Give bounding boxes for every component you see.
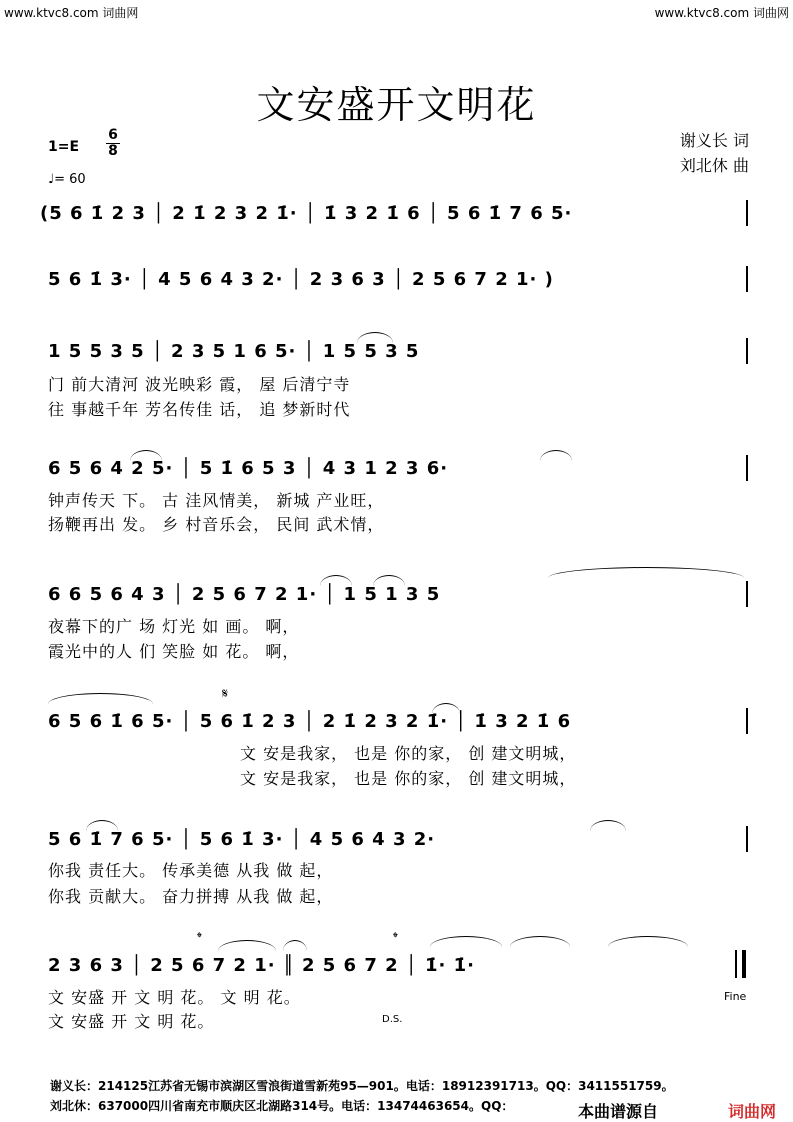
- slur: [540, 450, 572, 461]
- barline: [746, 826, 748, 852]
- lyrics-row-5-verse-2: 霞光中的人 们 笑脸 如 花。 啊，: [48, 642, 300, 661]
- key-signature: 1=E: [48, 139, 80, 155]
- notation-row-2: 5 6 1̇ 3· │ 4 5 6 4 3 2· │ 2 3 6 3 │ 2 5 6 7 2 1· ): [48, 269, 554, 290]
- song-title: 文安盛开文明花: [256, 83, 537, 127]
- slur: [320, 575, 352, 586]
- barline: [746, 708, 748, 734]
- watermark-left: www.ktvc8.com 词曲网: [4, 6, 139, 20]
- notation-row-8: 2 3 6 3 │ 2 5 6 7 2 1· ║ 2 5 6 7 2 │ 1̇· 1̇·: [48, 955, 476, 976]
- lyricist-credit: 谢义长 词: [679, 131, 749, 150]
- notation-row-3: 1 5 5 3 5 │ 2 3 5 1 6 5· │ 1 5 5 3 5: [48, 341, 420, 362]
- barline: [746, 200, 748, 226]
- lyrics-row-7-verse-1: 你我 责任大。 传承美德 从我 做 起，: [48, 861, 334, 880]
- notation-row-4: 6 5 6 4 2 5· │ 5 1̇ 6 5 3 │ 4 3 1 2 3 6·: [48, 458, 449, 479]
- slur: [48, 693, 153, 704]
- lyrics-row-4-verse-2: 扬鞭再出 发。 乡 村音乐会， 民间 武术情，: [48, 515, 385, 534]
- fine-marking: Fine: [724, 990, 747, 1003]
- slur: [430, 936, 502, 947]
- slur: [357, 332, 393, 343]
- notation-row-1: (5 6 1̇ 2 3 │ 2 1̇ 2 3 2 1̇· │ 1̇ 3 2 1̇ 6 │ 5 6 1̇ 7 6 5·: [40, 203, 573, 224]
- lyrics-row-6-verse-1: 文 安是我家， 也是 你的家， 创 建文明城，: [240, 744, 577, 763]
- slur: [548, 567, 744, 578]
- barline: [746, 338, 748, 364]
- lyrics-row-4-verse-1: 钟声传天 下。 古 洼风情美， 新城 产业旺，: [48, 491, 385, 510]
- watermark-right: www.ktvc8.com 词曲网: [654, 6, 789, 20]
- lyrics-row-3-verse-2: 往 事越千年 芳名传佳 话， 追 梦新时代: [48, 400, 351, 419]
- barline: [735, 950, 737, 978]
- notation-row-6: 6 5 6 1̇ 6 5· │ 5 6 1̇ 2 3 │ 2 1̇ 2 3 2 1̇· │ 1̇ 3 2 1̇ 6: [48, 711, 572, 732]
- barline: [746, 581, 748, 607]
- slur: [130, 450, 162, 461]
- time-signature: [106, 128, 120, 159]
- footer-contact-lyricist: 谢义长：214125江苏省无锡市滨湖区雪浪街道雪新苑95—901。电话：18912391713。QQ：3411551759。: [50, 1079, 674, 1093]
- composer-credit: 刘北休 曲: [679, 156, 749, 175]
- lyrics-row-8-verse-1: 文 安盛 开 文 明 花。 文 明 花。: [48, 988, 301, 1007]
- slur: [590, 820, 626, 831]
- slur: [510, 936, 570, 947]
- lyrics-row-7-verse-2: 你我 贡献大。 奋力拼搏 从我 做 起，: [48, 887, 334, 906]
- notation-row-7: 5 6 1̇ 7 6 5· │ 5 6 1̇ 3· │ 4 5 6 4 3 2·: [48, 829, 436, 850]
- slur: [86, 820, 118, 831]
- footer-source-label: 本曲谱源自: [578, 1102, 659, 1121]
- slur: [283, 940, 307, 951]
- barline: [746, 266, 748, 292]
- tempo-marking: ♩= 60: [48, 172, 86, 187]
- lyrics-row-6-verse-2: 文 安是我家， 也是 你的家， 创 建文明城，: [240, 769, 577, 788]
- coda-mark: 𝄌: [393, 930, 398, 946]
- footer-logo: 词曲网: [728, 1102, 777, 1121]
- notation-row-5: 6 6 5 6 4 3 │ 2 5 6 7 2 1· │ 1 5 1 3 5: [48, 584, 441, 605]
- slur: [373, 575, 405, 586]
- segno-mark: 𝄋: [222, 686, 229, 702]
- final-barline: [742, 950, 746, 978]
- ds-marking: D.S.: [382, 1014, 403, 1025]
- lyrics-row-5-verse-1: 夜幕下的广 场 灯光 如 画。 啊，: [48, 617, 300, 636]
- slur: [218, 940, 276, 951]
- time-signature-bottom: 8: [106, 143, 120, 159]
- slur: [608, 936, 688, 947]
- footer-contact-composer: 刘北休：637000四川省南充市顺庆区北湖路314号。电话：13474463654。QQ：: [50, 1099, 514, 1113]
- barline: [746, 455, 748, 481]
- time-signature-top: 6: [108, 127, 118, 143]
- lyrics-row-8-verse-2: 文 安盛 开 文 明 花。: [48, 1012, 215, 1031]
- lyrics-row-3-verse-1: 门 前大清河 波光映彩 霞， 屋 后清宁寺: [48, 375, 351, 394]
- coda-mark: 𝄌: [197, 930, 202, 946]
